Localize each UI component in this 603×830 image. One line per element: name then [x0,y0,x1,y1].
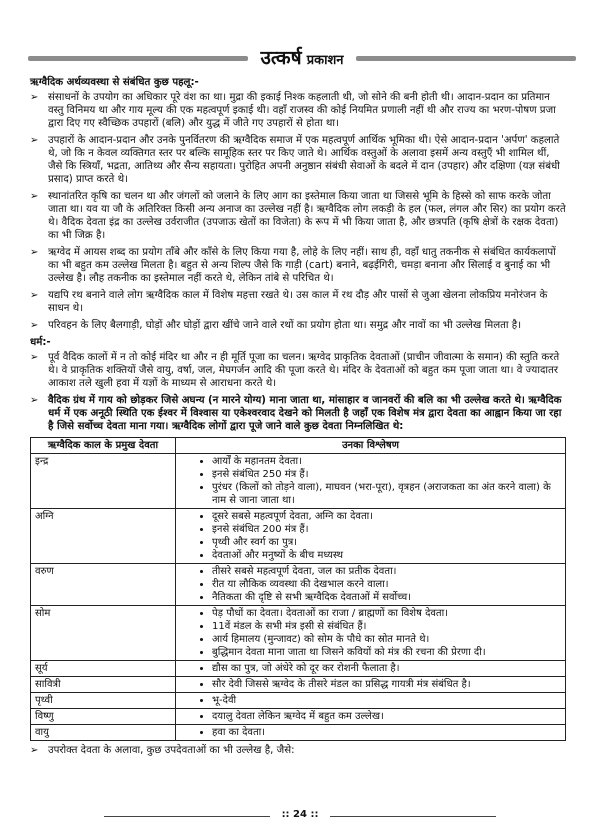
table-row [31,606,566,661]
deity-analysis [176,709,566,725]
analysis-point: • पेड़ पौधों का देवता। देवताओं का राजा / ब्राह्मणों का विशेष देवता। [212,607,561,620]
table-row [31,725,566,741]
deity-name: पृथ्वी [31,693,176,709]
deity-name: वरुण [31,564,176,606]
page-content [30,76,566,761]
brand-main: उत्कर्ष [260,47,302,69]
analysis-point: • रीत या लौकिक व्यवस्था की देखभाल करने वाला। [212,578,561,591]
footer-rule-left [104,816,270,817]
table-row [31,509,566,564]
arrow-bullet-icon: ➢ [30,745,39,756]
deity-analysis [176,725,566,741]
table-row [31,454,566,509]
page-header [0,44,603,74]
analysis-point: • सौर देवी जिससे ऋग्वेद के तीसरे मंडल का प्रसिद्ध गायत्री मंत्र संबंधित है। [212,678,561,691]
bullet-text: वैदिक ग्रंथ में गाय को छोड़कर जिसे अघन्य (न मारने योग्य) माना जाता था, मांसाहार व जानवरों की बलि का भी उल्लेख करते थे। ऋग्वैदिक धर्म में एक अनूठी स्थिति एक ईश्वर में विश्वास या एकेश्वरवाद देखने को मिलती है जहाँ एक विशेष मंत्र द्वारा देवता का आह्वान किया जा रहा है जिसे सर्वोच्च देवता माना गया। ऋग्वैदिक लोगों द्वारा पूजे जाने वाले कुछ देवता निम्नलिखित थे: [48,395,562,432]
header-rule-right [356,56,576,61]
arrow-bullet-icon: ➢ [30,290,39,301]
table-header-row [31,438,566,454]
bullet-text: स्थानांतरित कृषि का चलन था और जंगलों को जलाने के लिए आग का इस्तेमाल किया जाता था जिससे भूमि के हिस्से को साफ करके जोता जाता था। यव या जौ के अतिरिक्त किसी अन्य अनाज का उल्लेख नहीं है। ऋग्वैदिक लोग लकड़ी के हल (फल, लंगल और सिर) का प्रयोग करते थे। वैदिक देवता इंद्र का उल्लेख उर्वराजीत (उपजाऊ खेतों का विजेता) के रूप में भी किया जाता है, और छत्रपति (कृषि क्षेत्रों के रक्षक देवता) का भी जिक्र है। [48,191,566,241]
bullet-text: संसाधनों के उपयोग का अधिकार पूरे वंश का था। मुद्रा की इकाई निश्क कहलाती थी, जो सोने की बनी होती थी। आदान-प्रदान का प्रतिमान वस्तु विनिमय था और गाय मूल्य की एक महत्वपूर्ण इकाई थी। वहाँ राजस्व की कोई नियमित प्रणाली नहीं थी और राज्य का भरण-पोषण प्रजा द्वारा दिए गए स्वैच्छिक उपहारों (बलि) और युद्ध में जीते गए उपहारों से होता था। [48,92,556,129]
deity-analysis [176,693,566,709]
list-item [30,394,566,433]
column-header-analysis: उनका विश्लेषण [176,438,566,454]
bullet-text: पूर्व वैदिक कालों में न तो कोई मंदिर था और न ही मूर्ति पूजा का चलन। ऋग्वेद प्राकृतिक देवताओं (प्राचीन जीवात्मा के समान) की स्तुति करते थे। वे प्राकृतिक शक्तियों जैसे वायु, वर्षा, जल, मेघगर्जन आदि की पूजा करते थे। मंदिर के देवताओं को बहुत कम पूजा जाता था। वे ज्यादातर आकाश तले खुली हवा में यज्ञों के माध्यम से आराधना करते थे। [48,352,560,389]
analysis-point: • बुद्धिमान देवता माना जाता था जिसने कवियों को मंत्र की रचना की प्रेरणा दी। [212,646,561,659]
deities-table [30,437,566,741]
list-item [30,190,566,242]
list-item [30,134,566,186]
table-row [31,564,566,606]
page-number: :: 24 :: [281,809,319,820]
deity-name: सावित्री [31,677,176,693]
analysis-point: • हवा का देवता। [212,726,561,739]
deity-name: अग्नि [31,509,176,564]
analysis-point: • दूसरे सबसे महत्वपूर्ण देवता, अग्नि का देवता। [212,510,561,523]
column-header-deity: ऋग्वैदिक काल के प्रमुख देवता [31,438,176,454]
deity-name: इन्द्र [31,454,176,509]
list-item [30,91,566,130]
deity-analysis [176,564,566,606]
bullet-text: परिवहन के लिए बैलगाड़ी, घोड़ों और घोड़ों द्वारा खींचे जाने वाले रथों का प्रयोग होता था। समुद्र और नावों का भी उल्लेख मिलता है। [48,320,522,331]
bullet-text: यद्यपि रथ बनाने वाले लोग ऋग्वैदिक काल में विशेष महत्ता रखते थे। उस काल में रथ दौड़ और पासों से जुआ खेलना लोकप्रिय मनोरंजन के साधन थे। [48,290,548,314]
arrow-bullet-icon: ➢ [30,320,39,331]
section-religion-title: धर्म:- [30,337,51,348]
page-footer [0,807,603,827]
table-row [31,677,566,693]
list-item [30,319,566,332]
list-item [30,744,566,757]
economy-bullet-list [30,91,566,332]
arrow-bullet-icon: ➢ [30,92,39,103]
religion-bullet-list [30,351,566,433]
arrow-bullet-icon: ➢ [30,191,39,202]
analysis-point: • द्यौस का पुत्र, जो अंधेरे को दूर कर रोशनी फैलाता है। [212,662,561,675]
closing-list [30,744,566,757]
arrow-bullet-icon: ➢ [30,135,39,146]
table-row [31,709,566,725]
deity-analysis [176,677,566,693]
section-economy-title: ऋग्वैदिक अर्थव्यवस्था से संबंधित कुछ पहलू:- [30,77,199,88]
arrow-bullet-icon: ➢ [30,352,39,363]
analysis-point: • भू-देवी [212,694,561,707]
deity-name: सूर्य [31,661,176,677]
closing-text: उपरोक्त देवता के अलावा, कुछ उपदेवताओं का भी उल्लेख है, जैसे: [48,745,295,756]
analysis-point: • नैतिकता की दृष्टि से सभी ऋग्वैदिक देवताओं में सर्वोच्च। [212,591,561,604]
deity-name: विष्णु [31,709,176,725]
deity-analysis [176,509,566,564]
list-item [30,351,566,390]
deity-analysis [176,454,566,509]
table-row [31,693,566,709]
analysis-point: • तीसरे सबसे महत्वपूर्ण देवता, जल का प्रतीक देवता। [212,565,561,578]
arrow-bullet-icon: ➢ [30,395,39,406]
analysis-point: • दयालु देवता लेकिन ऋग्वेद में बहुत कम उल्लेख। [212,710,561,723]
analysis-point: • इनसे संबंधित 200 मंत्र हैं। [212,523,561,536]
analysis-point: • 11वें मंडल के सभी मंत्र इसी से संबंधित हैं। [212,620,561,633]
bullet-text: ऋग्वेद में आयस शब्द का प्रयोग ताँबे और काँसे के लिए किया गया है, लोहे के लिए नहीं। साथ ही, वहाँ धातु तकनीक से संबंधित कार्यकलापों का भी बहुत कम उल्लेख मिलता है। बहुत से अन्य शिल्प जैसे कि गाड़ी (cart) बनाने, बढ़ईगिरी, चमड़ा बनाना और सिलाई व बुनाई का भी उल्लेख है। लौह तकनीक का इस्तेमाल नहीं करते थे, लेकिन तांबे से परिचित थे। [48,247,556,284]
bullet-text: उपहारों के आदान-प्रदान और उनके पुनर्वितरण की ऋग्वैदिक समाज में एक महत्वपूर्ण आर्थिक भूमिका थी। ऐसे आदान-प्रदान 'अर्पण' कहलाते थे, जो कि न केवल व्यक्तिगत स्तर पर बल्कि सामूहिक स्तर पर किए जाते थे। आर्थिक वस्तुओं के अलावा इसमें अन्य वस्तुएँ भी शामिल थीं, जैसे कि स्त्रियाँ, भद्रता, आतिथ्य और सैन्य सहायता। पुरोहित अपनी अनुष्ठान संबंधी सेवाओं के बदले में दान (उपहार) और दक्षिणा (यज्ञ संबंधी प्रसाद) प्राप्त करते थे। [48,135,560,185]
deity-analysis [176,661,566,677]
arrow-bullet-icon: ➢ [30,247,39,258]
brand-logo [248,44,356,70]
deity-name: वायु [31,725,176,741]
footer-rule-right [330,816,496,817]
list-item [30,246,566,285]
deity-name: सोम [31,606,176,661]
analysis-point: • पृथ्वी और स्वर्ग का पुत्र। [212,536,561,549]
deity-analysis [176,606,566,661]
analysis-point: • पुरंधर (किलों को तोड़ने वाला), माघवन (भरा-पूरा), वृत्रहन (अराजकता का अंत करने वाला) के नाम से जाना जाता था। [212,481,561,507]
analysis-point: • इनसे संबंधित 250 मंत्र हैं। [212,468,561,481]
table-row [31,661,566,677]
header-rule-left [28,56,248,61]
list-item [30,289,566,315]
brand-sub: प्रकाशन [306,53,344,68]
analysis-point: • आर्यों के महानतम देवता। [212,455,561,468]
analysis-point: • देवताओं और मनुष्यों के बीच मध्यस्थ [212,549,561,562]
analysis-point: • आर्य हिमालय (मुन्जावट) को सोम के पौधे का स्रोत मानते थे। [212,633,561,646]
